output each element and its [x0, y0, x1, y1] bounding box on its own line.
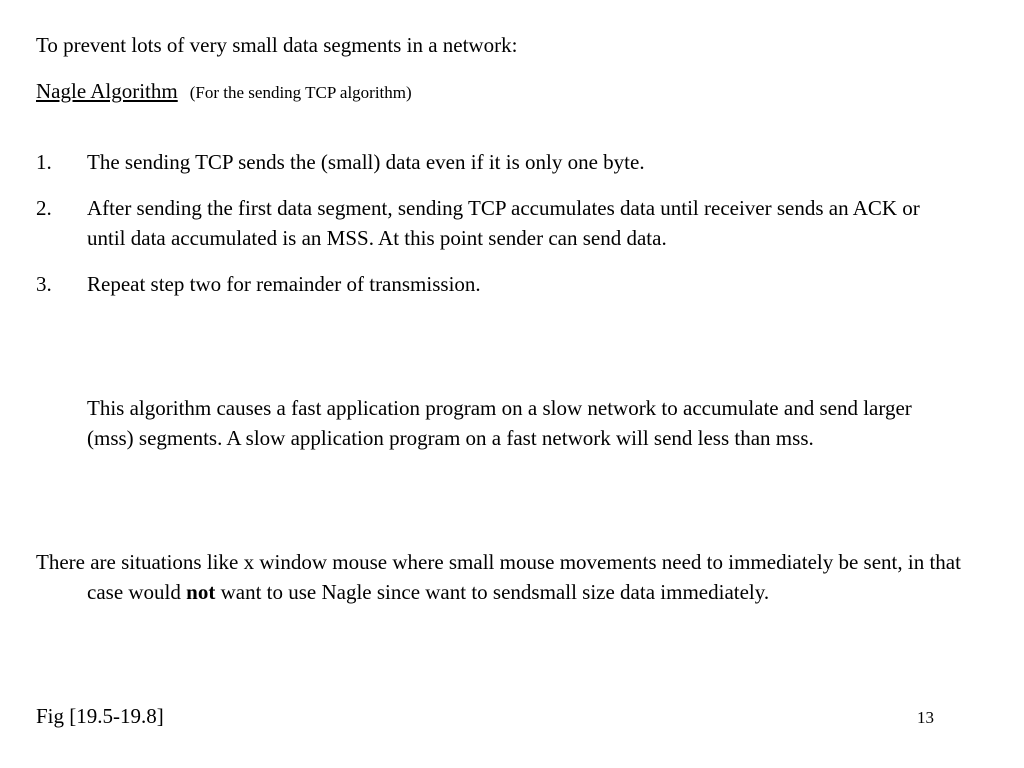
slide-subheading: (For the sending TCP algorithm): [189, 83, 412, 102]
list-item-number: 1.: [36, 150, 52, 174]
algorithm-steps: [36, 147, 936, 315]
algorithm-note: This algorithm causes a fast application program on a slow network to accumulate and send larger (mss) segments. A slow application program on a fast network will send less than mss.: [87, 396, 912, 450]
list-item-number: 3.: [36, 272, 52, 296]
list-item: [36, 147, 936, 177]
page-number: 13: [917, 708, 934, 727]
situation-emphasis: not: [186, 580, 216, 604]
list-item-number: 2.: [36, 196, 52, 220]
slide-heading: Nagle Algorithm: [36, 79, 178, 103]
list-item-text: The sending TCP sends the (small) data even if it is only one byte.: [87, 150, 645, 174]
situation-paragraph: [36, 547, 977, 607]
list-item-text: After sending the first data segment, sending TCP accumulates data until receiver sends an ACK or until data accumulated is an MSS. At this point sender can send data.: [87, 196, 920, 250]
intro-text: To prevent lots of very small data segments in a network:: [36, 33, 518, 57]
figure-reference: Fig [19.5-19.8]: [36, 704, 164, 728]
situation-text-after: want to use Nagle since want to sendsmall size data immediately.: [215, 580, 770, 604]
list-item: [36, 193, 936, 253]
situation-text-before: There are situations like x window mouse where small mouse movements need to immediately be sent, in that case would: [36, 550, 961, 604]
heading-line: [36, 76, 412, 108]
list-item: [36, 269, 936, 299]
list-item-text: Repeat step two for remainder of transmission.: [87, 272, 481, 296]
